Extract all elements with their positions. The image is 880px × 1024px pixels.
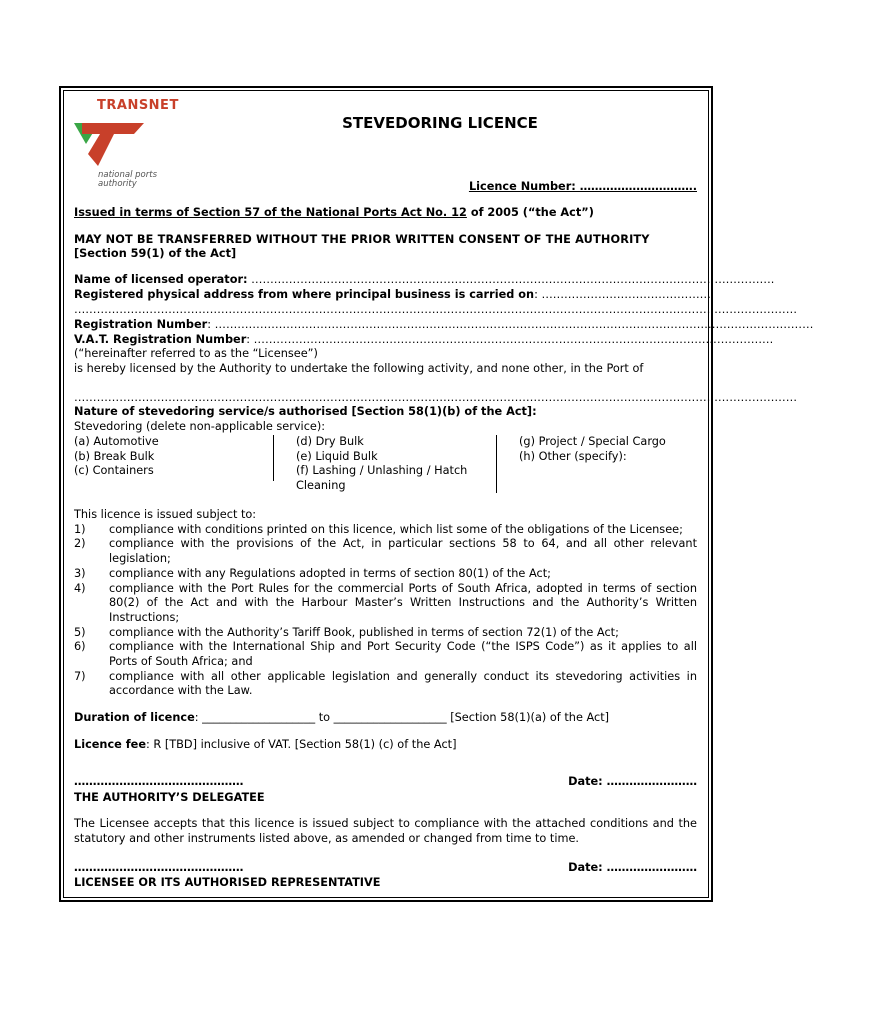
service-item: Cleaning [296,479,346,493]
column-divider [496,435,497,493]
vat-field [74,333,774,346]
address-dots-line2: ………………………………………………………………………………………………………………………………………………………………………… [74,303,797,316]
registration-field [74,318,814,331]
item-number: 2) [74,537,86,551]
list-item [74,670,697,699]
operator-label: Name of licensed operator: [74,273,248,286]
service-item: (e) Liquid Bulk [296,449,378,463]
column-divider [273,435,274,481]
delegate-signature-line: ……………………………………… [74,775,244,788]
address-label: Registered physical address from where principal business is carried on [74,288,535,301]
operator-dots: …………………………………………………………………………………………………………………………. [247,273,775,286]
operator-field [74,273,775,286]
service-item: (f) Lashing / Unlashing / Hatch [296,464,468,478]
conditions-list [74,508,697,699]
fee-rest: : R [TBD] inclusive of VAT. [Section 58(1) (c) of the Act] [146,738,457,751]
list-item [74,582,697,626]
item-number: 3) [74,566,86,580]
logo-subtitle-line2: authority [98,179,137,189]
item-text: compliance with all other applicable legislation and generally conduct its stevedoring activities in accordance with the Law. [109,669,697,698]
duration-line [74,711,697,724]
list-item [74,626,697,641]
vat-label: V.A.T. Registration Number [74,333,247,346]
duration-rest: : ____________________ to ____________________ [Section 58(1)(a) of the Act] [194,711,610,724]
page-title: STEVEDORING LICENCE [342,114,538,132]
duration-label: Duration of licence [74,711,195,724]
item-number: 7) [74,669,86,683]
brand-logo-text: TRANSNET [97,98,179,113]
delegate-date: Date: …………………… [568,775,697,788]
services-column-2 [296,435,496,494]
registration-dots: : …………………………………………………………………………………………………………………………………………… [207,318,814,331]
service-item: (d) Dry Bulk [296,435,364,448]
acceptance-paragraph: The Licensee accepts that this licence is issued subject to compliance with the attached conditions and the statutory and other instruments listed above, as amended or changed from time to time. [74,817,697,845]
item-text: compliance with the International Ship and Port Security Code (“the ISPS Code”) as it applies to all Ports of South Africa; and [109,640,697,669]
service-item: (h) Other (specify): [519,449,627,463]
licensee-signature-line: ……………………………………… [74,861,244,874]
services-subheading: Stevedoring (delete non-applicable service): [74,420,326,433]
item-number: 4) [74,581,86,595]
item-text: compliance with the provisions of the Act, in particular sections 58 to 64, and all other relevant legislation; [109,537,697,566]
list-item [74,523,697,538]
item-number: 6) [74,640,86,654]
item-text: compliance with any Regulations adopted in terms of section 80(1) of the Act; [109,566,551,580]
licensee-note: (“hereinafter referred to as the “Licensee”) [74,347,318,360]
item-text: compliance with the Port Rules for the commercial Ports of South Africa, adopted in terms of section 80(2) of the Act and with the Harbour Master’s Written Instructions and the Authority’s Written Instructions; [109,581,697,624]
item-number: 1) [74,522,86,536]
list-item [74,567,697,582]
conditions-intro: This licence is issued subject to: [74,508,257,521]
item-text: compliance with conditions printed on this licence, which list some of the obligations of the Licensee; [109,522,683,536]
issued-suffix: of 2005 (“the Act”) [466,206,594,219]
transfer-warning-line1: MAY NOT BE TRANSFERRED WITHOUT THE PRIOR WRITTEN CONSENT OF THE AUTHORITY [74,233,650,246]
port-dots: ………………………………………………………………………………………………………………………………………………………………………… [74,391,797,404]
service-item: (a) Automotive [74,435,159,448]
licence-number: Licence Number: …………………………. [468,180,697,193]
fee-line [74,738,697,751]
services-column-1 [74,435,269,479]
logo-subtitle-line1: national ports [98,170,158,180]
licensee-label: LICENSEE OR ITS AUTHORISED REPRESENTATIVE [74,876,381,889]
service-item: (g) Project / Special Cargo [519,435,666,448]
item-text: compliance with the Authority’s Tariff Book, published in terms of section 72(1) of the Act; [109,625,619,639]
services-heading: Nature of stevedoring service/s authorised [Section 58(1)(b) of the Act]: [74,405,537,418]
fee-label: Licence fee [74,738,147,751]
issued-line [74,206,697,219]
registration-label: Registration Number [74,318,208,331]
item-number: 5) [74,625,86,639]
service-item: (b) Break Bulk [74,449,155,463]
service-item: (c) Containers [74,464,154,478]
address-dots: : ……………………………………… [534,288,711,301]
port-sentence: is hereby licensed by the Authority to undertake the following activity, and none other, in the Port of [74,362,644,375]
services-column-3 [519,435,699,464]
issued-prefix: Issued in terms of Section 57 of the National Ports Act No. 12 [74,206,467,219]
vat-dots: : ………………………………………………………………………………………………………………………… [246,333,774,346]
licensee-date: Date: …………………… [568,861,697,874]
address-field [74,288,711,301]
delegate-label: THE AUTHORITY’S DELEGATEE [74,791,265,804]
list-item [74,537,697,566]
list-item [74,640,697,669]
transfer-warning-line2: [Section 59(1) of the Act] [74,247,237,260]
